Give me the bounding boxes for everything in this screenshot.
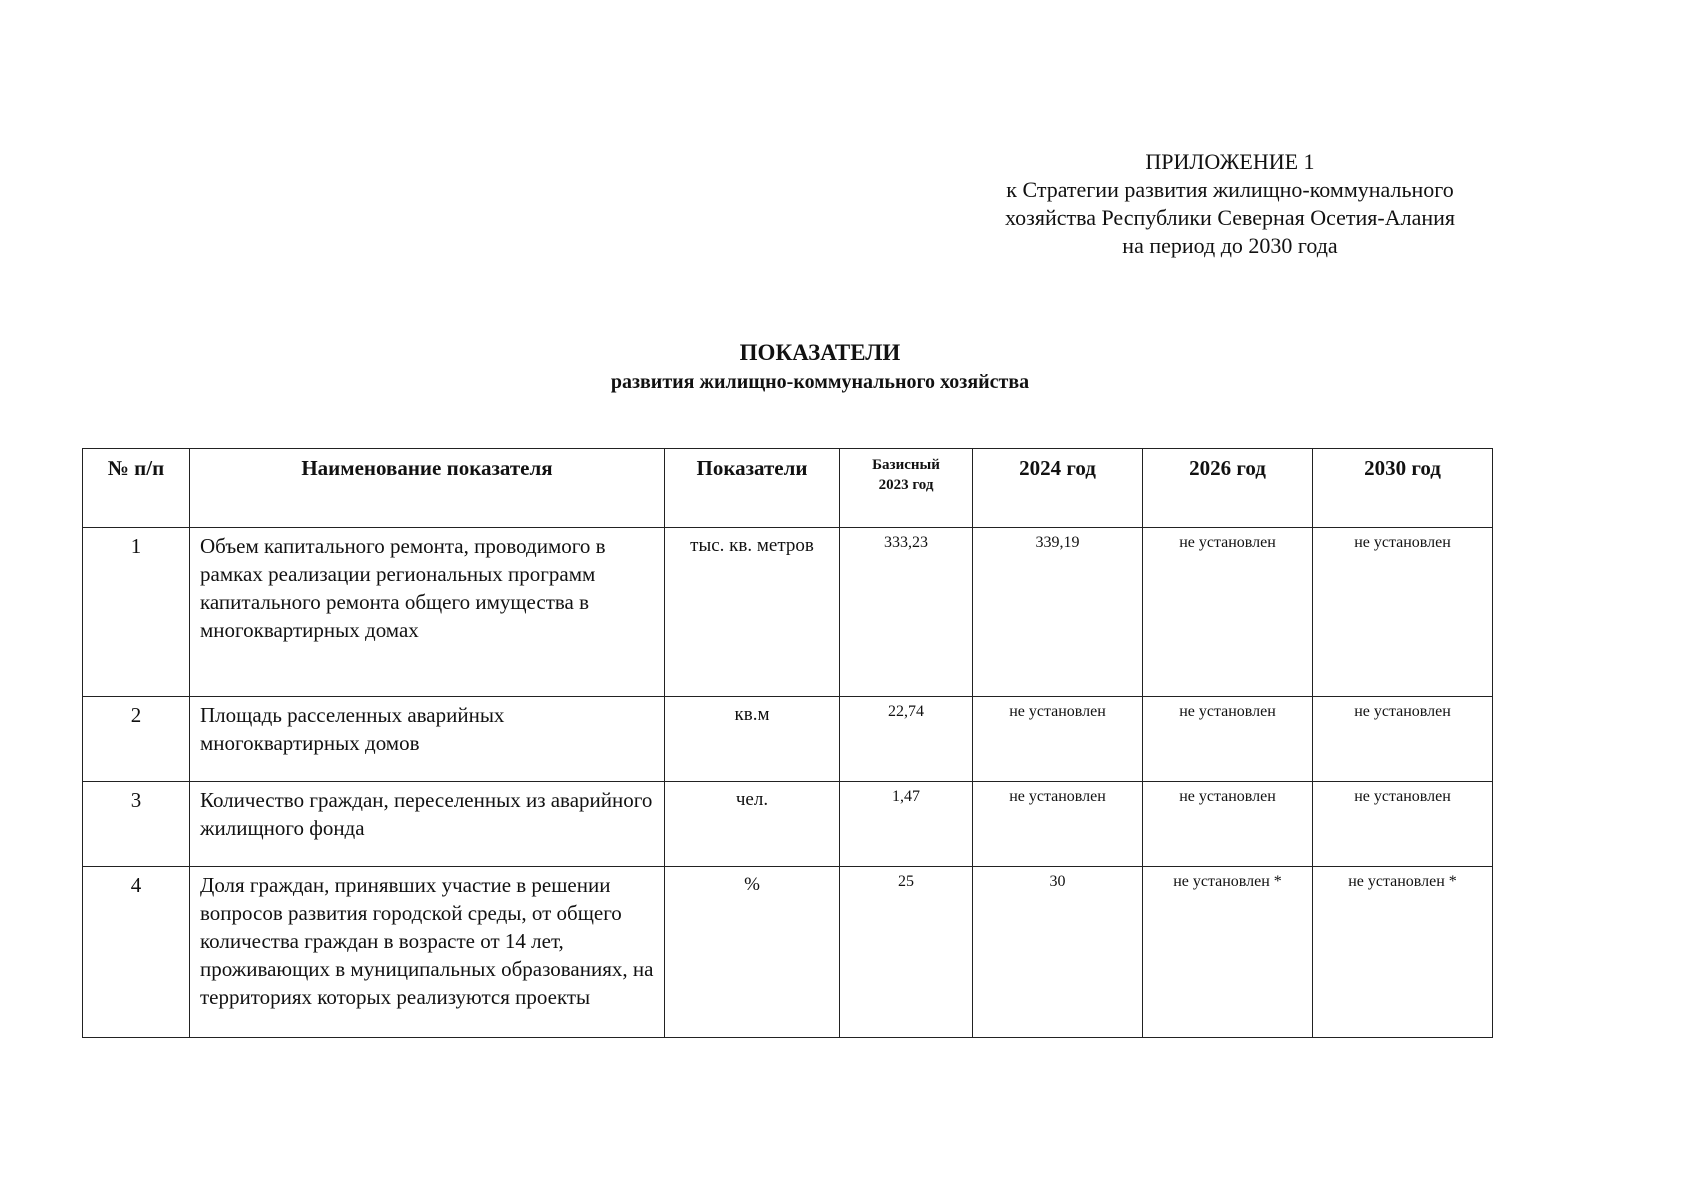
table-row [83, 697, 1493, 782]
cell-num: 4 [83, 867, 190, 1038]
appendix-line-3: хозяйства Республики Северная Осетия-Алания [1004, 205, 1456, 230]
header-base-line1: Базисный [872, 457, 940, 473]
cell-unit: тыс. кв. метров [665, 528, 840, 697]
cell-unit: чел. [665, 782, 840, 867]
header-2030: 2030 год [1313, 449, 1493, 528]
cell-name: Количество граждан, переселенных из аварийного жилищного фонда [190, 782, 665, 867]
cell-2024: не установлен [973, 782, 1143, 867]
appendix-line-4: на период до 2030 года [1122, 233, 1338, 258]
cell-unit: кв.м [665, 697, 840, 782]
cell-2030: не установлен [1313, 697, 1493, 782]
indicators-table [82, 448, 1493, 1038]
cell-2030: не установлен [1313, 782, 1493, 867]
cell-name: Доля граждан, принявших участие в решении вопросов развития городской среды, от общего количества граждан в возрасте от 14 лет, проживающих в муниципальных образованиях, на территориях которых реализуются проекты [190, 867, 665, 1038]
appendix-line-2: к Стратегии развития жилищно-коммунального [1006, 177, 1454, 202]
cell-2024: 339,19 [973, 528, 1143, 697]
cell-num: 2 [83, 697, 190, 782]
cell-2026: не установлен [1143, 528, 1313, 697]
cell-2024: 30 [973, 867, 1143, 1038]
header-unit: Показатели [665, 449, 840, 528]
cell-base: 333,23 [840, 528, 973, 697]
cell-unit: % [665, 867, 840, 1038]
cell-2026: не установлен * [1143, 867, 1313, 1038]
cell-num: 1 [83, 528, 190, 697]
cell-base: 25 [840, 867, 973, 1038]
title-main: ПОКАЗАТЕЛИ [739, 340, 901, 365]
table-row [83, 867, 1493, 1038]
appendix-line-1: ПРИЛОЖЕНИЕ 1 [1145, 149, 1315, 174]
cell-name: Площадь расселенных аварийных многоквартирных домов [190, 697, 665, 782]
header-2024: 2024 год [973, 449, 1143, 528]
header-name: Наименование показателя [190, 449, 665, 528]
table-header-row [83, 449, 1493, 528]
cell-2026: не установлен [1143, 697, 1313, 782]
cell-2024: не установлен [973, 697, 1143, 782]
cell-base: 22,74 [840, 697, 973, 782]
cell-2026: не установлен [1143, 782, 1313, 867]
table-row [83, 528, 1493, 697]
header-2026: 2026 год [1143, 449, 1313, 528]
cell-2030: не установлен * [1313, 867, 1493, 1038]
table-row [83, 782, 1493, 867]
cell-base: 1,47 [840, 782, 973, 867]
header-base-line2: 2023 год [878, 477, 934, 493]
cell-2030: не установлен [1313, 528, 1493, 697]
header-num: № п/п [83, 449, 190, 528]
title-subtitle: развития жилищно-коммунального хозяйства [610, 371, 1030, 393]
cell-name: Объем капитального ремонта, проводимого в рамках реализации региональных программ капитального ремонта общего имущества в многоквартирных домах [190, 528, 665, 697]
header-base [840, 449, 973, 528]
appendix-header [960, 148, 1500, 260]
cell-num: 3 [83, 782, 190, 867]
document-title [0, 338, 1640, 396]
